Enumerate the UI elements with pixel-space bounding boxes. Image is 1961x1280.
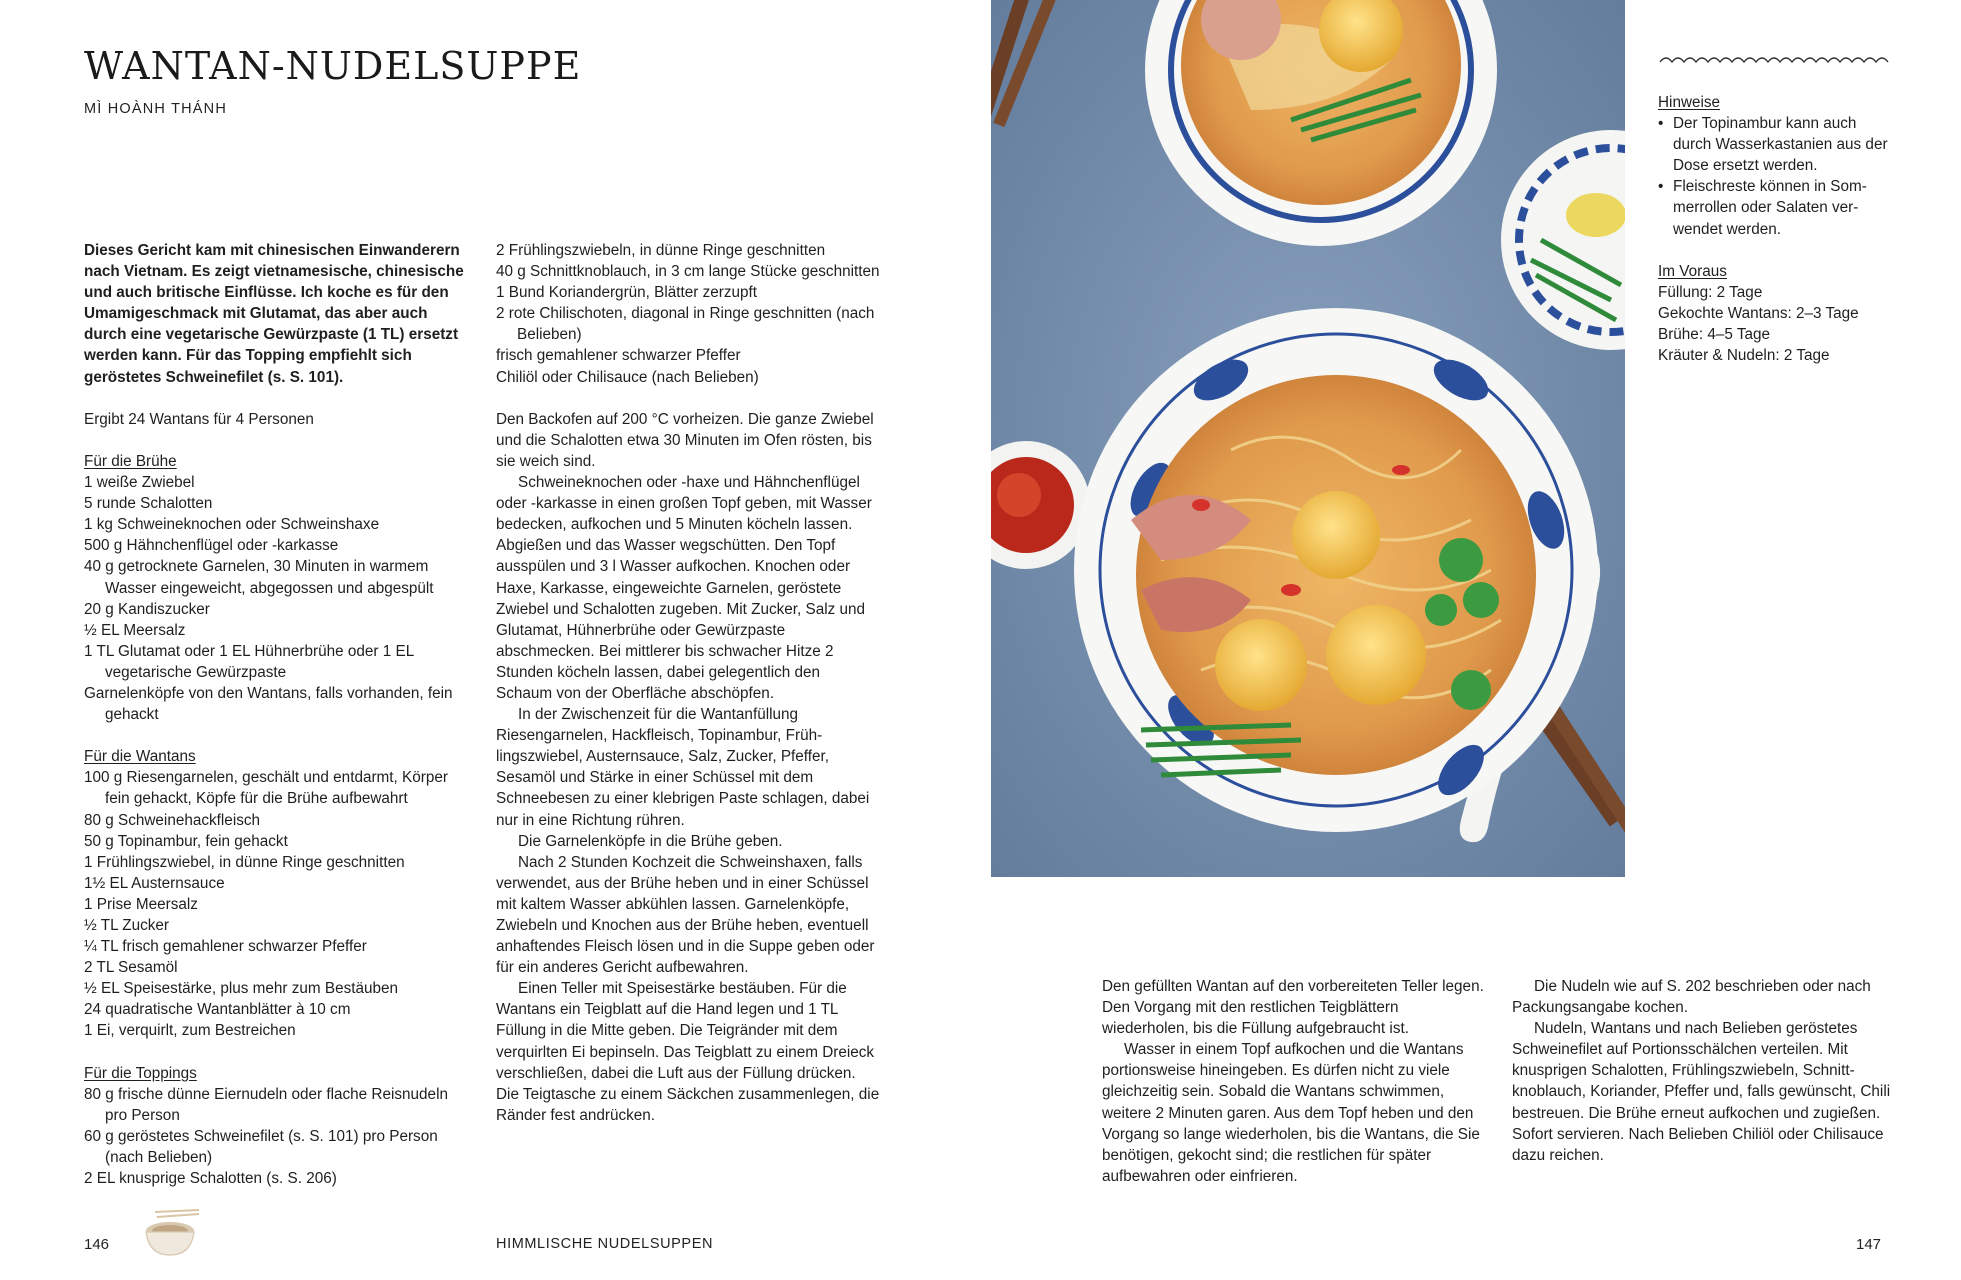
note-item: • Der Topinambur kann auch durch Wasserkastanien aus der Dose ersetzt werden.	[1658, 113, 1898, 176]
ingredient-item: Garnelenköpfe von den Wantans, falls vorhanden, fein gehackt	[84, 684, 453, 724]
ingredient-item: frisch gemahlener schwarzer Pfeffer	[496, 347, 741, 365]
ingredient-item: ½ TL Zucker	[84, 917, 170, 934]
recipe-subtitle: MÌ HOÀNH THÁNH	[84, 101, 228, 117]
recipe-intro: Dieses Gericht kam mit chinesischen Einwanderern nach Vietnam. Es zeigt vietnamesische, chinesische und auch britische Einflüsse. Ich koche es für den Umamigeschmack mit Glutamat, das aber auch durch eine vegetarische Gewürzpaste (1 TL) ersetzt werden kann. Für das Topping empfiehlt sich geröstetes Schweinefilet (s. S. 101).	[84, 242, 464, 386]
ingredient-item: 20 g Kandiszucker	[84, 600, 210, 618]
ingredient-item: ½ EL Meersalz	[84, 621, 186, 639]
ingredient-item: 1 TL Glutamat oder 1 EL Hühnerbrühe oder 1 EL vegetarische Gewürzpaste	[84, 642, 414, 681]
column-2	[496, 240, 880, 1126]
ingredient-item: 1 Prise Meersalz	[84, 895, 198, 913]
ingredient-item: 80 g Schweinehackfleisch	[84, 811, 261, 829]
notes-list	[1658, 113, 1898, 240]
toppings-heading: Für die Toppings	[84, 1064, 197, 1082]
soup-photo	[991, 0, 1625, 877]
ahead-item: Füllung: 2 Tage	[1658, 283, 1763, 301]
sidebar-notes	[1658, 92, 1898, 366]
ingredient-item: ½ EL Speisestärke, plus mehr zum Bestäuben	[84, 980, 399, 998]
wave-ornament-icon	[1658, 52, 1894, 66]
ingredient-item: 24 quadratische Wantanblätter à 10 cm	[84, 1001, 351, 1019]
ingredient-item: 2 rote Chilischoten, diagonal in Ringe geschnitten (nach Belieben)	[496, 305, 875, 344]
method-paragraph: Die Garnelenköpfe in die Brühe geben.	[518, 832, 783, 850]
ahead-heading: Im Voraus	[1658, 262, 1727, 280]
ingredient-item: 1 Bund Koriandergrün, Blätter zerzupft	[496, 284, 758, 302]
method-paragraph: Schweineknochen oder -haxe und Hähnchenflügel oder -karkasse in einen großen Topf geben, mit Wasser bedecken, aufkochen und 5 Minuten köcheln lassen. Abgießen und das Wasser wegschütten. Den Topf ausspülen und 3 l Wasser aufkochen. Knochen oder Haxe, Karkasse, eingeweichte Garnelen, geröstete Zwiebel und Schalotten zugeben. Mit Zucker, Salz und Glutamat, Hühnerbrühe oder Gewürzpaste abschmecken. Bei mittlerer bis schwacher Hitze 2 Stunden köcheln lassen, dabei gelegentlich den Schaum von der Oberfläche abschöpfen.	[496, 474, 872, 702]
method-paragraph: Wasser in einem Topf aufkochen und die Wantans portionsweise hineingeben. Es dürfen nicht zu viele gleichzeitig sein. Sobald die Wantans schwimmen, weitere 2 Minuten garen. Aus dem Topf heben und den Vorgang so lange wiederholen, bis die Wantans, die Sie benötigen, gekocht sind; die restlichen für später aufbewahren oder einfrieren.	[1102, 1041, 1480, 1185]
ingredient-item: 60 g geröstetes Schweinefilet (s. S. 101) pro Person (nach Belieben)	[84, 1127, 438, 1167]
method-paragraph: Einen Teller mit Speisestärke bestäuben. Für die Wantans ein Teigblatt auf die Hand legen und 1 TL Füllung in die Mitte geben. Die Teigränder mit dem verquirlten Ei bepinseln. Das Teigblatt zu einem Dreieck verschließen, dabei die Luft aus der Füllung drücken. Die Teigtasche zu einem Säckchen zusammenlegen, die Ränder fest andrücken.	[496, 980, 880, 1124]
ingredient-item: 40 g Schnittknoblauch, in 3 cm lange Stücke geschnitten	[496, 263, 880, 281]
ingredient-item: 2 Frühlingszwiebeln, in dünne Ringe geschnitten	[496, 242, 826, 259]
method-paragraph: In der Zwischenzeit für die Wantanfüllung Riesengarnelen, Hackfleisch, Topinambur, Frühlingszwiebel, Austernsauce, Salz, Zucker, Pfeffer, Sesamöl und Stärke in einer Schüssel mit dem Schneebesen zu einer klebrigen Paste schlagen, dabei nur in eine Richtung rühren.	[496, 706, 870, 829]
column-3	[1102, 976, 1486, 1187]
running-title: HIMMLISCHE NUDELSUPPEN	[496, 1236, 714, 1252]
page-number-right: 147	[1856, 1236, 1882, 1253]
column-1	[84, 240, 464, 1189]
ingredient-item: 5 runde Schalotten	[84, 495, 213, 513]
ingredient-item: ¼ TL frisch gemahlener schwarzer Pfeffer	[84, 938, 367, 956]
method-paragraph: Den gefüllten Wantan auf den vorbereiteten Teller legen. Den Vorgang mit den restlichen Teigblättern wiederholen, bis die Füllung aufgebraucht ist.	[1102, 978, 1484, 1038]
ingredient-item: 1½ EL Austernsauce	[84, 874, 225, 892]
method-paragraph: Die Nudeln wie auf S. 202 beschrieben oder nach Packungsangabe kochen.	[1512, 978, 1871, 1017]
column-4	[1512, 976, 1904, 1166]
ahead-item: Brühe: 4–5 Tage	[1658, 326, 1770, 344]
wontons-heading: Für die Wantans	[84, 748, 196, 766]
recipe-title: WANTAN-NUDELSUPPE	[84, 44, 582, 88]
page-number-left: 146	[84, 1236, 110, 1253]
ingredient-item: 1 Ei, verquirlt, zum Bestreichen	[84, 1022, 296, 1040]
notes-heading: Hinweise	[1658, 94, 1721, 111]
ingredient-item: 40 g getrocknete Garnelen, 30 Minuten in warmem Wasser eingeweicht, abgegossen und abgespült	[84, 558, 434, 597]
ingredient-item: 2 TL Sesamöl	[84, 959, 178, 977]
ingredient-item: Chiliöl oder Chilisauce (nach Belieben)	[496, 368, 759, 386]
ingredient-item: 500 g Hähnchenflügel oder -karkasse	[84, 537, 339, 555]
ingredient-item: 50 g Topinambur, fein gehackt	[84, 832, 288, 850]
broth-heading: Für die Brühe	[84, 452, 177, 470]
method-paragraph: Nach 2 Stunden Kochzeit die Schweinshaxen, falls verwendet, aus der Brühe heben und in einer Schüssel mit kaltem Wasser abkühlen lassen. Garnelenköpfe, Zwiebeln und Knochen aus der Brühe heben, eventuell anhaftendes Fleisch lösen und in die Suppe geben oder für ein anderes Gericht aufbewahren.	[496, 853, 875, 977]
soup-bowl-icon	[143, 1207, 201, 1259]
method-paragraph: Nudeln, Wantans und nach Belieben geröstetes Schweinefilet auf Portionsschälchen verteilen. Mit knusprigen Schalotten, Frühlingszwiebeln, Schnittknoblauch, Koriander, Pfeffer und, falls gewünscht, Chili bestreuen. Die Brühe erneut aufkochen und zugießen. Sofort servieren. Nach Belieben Chiliöl oder Chilisauce dazu reichen.	[1512, 1020, 1891, 1164]
ingredient-item: 2 EL knusprige Schalotten (s. S. 206)	[84, 1170, 337, 1188]
recipe-yield: Ergibt 24 Wantans für 4 Personen	[84, 410, 314, 428]
ingredient-item: 1 Frühlingszwiebel, in dünne Ringe geschnitten	[84, 853, 405, 871]
ahead-item: Kräuter & Nudeln: 2 Tage	[1658, 347, 1830, 365]
ingredient-item: 80 g frische dünne Eiernudeln oder flache Reisnudeln pro Person	[84, 1085, 448, 1124]
note-item: • Fleischreste können in Sommerrollen oder Salaten verwendet werden.	[1658, 176, 1898, 239]
method-paragraph: Den Backofen auf 200 °C vorheizen. Die ganze Zwiebel und die Schalotten etwa 30 Minuten im Ofen rösten, bis sie weich sind.	[496, 410, 874, 470]
ahead-item: Gekochte Wantans: 2–3 Tage	[1658, 304, 1859, 322]
ingredient-item: 100 g Riesengarnelen, geschält und entdarmt, Körper fein gehackt, Köpfe für die Brühe aufbewahrt	[84, 769, 448, 808]
ingredient-item: 1 kg Schweineknochen oder Schweinshaxe	[84, 516, 380, 534]
ingredient-item: 1 weiße Zwiebel	[84, 474, 195, 492]
